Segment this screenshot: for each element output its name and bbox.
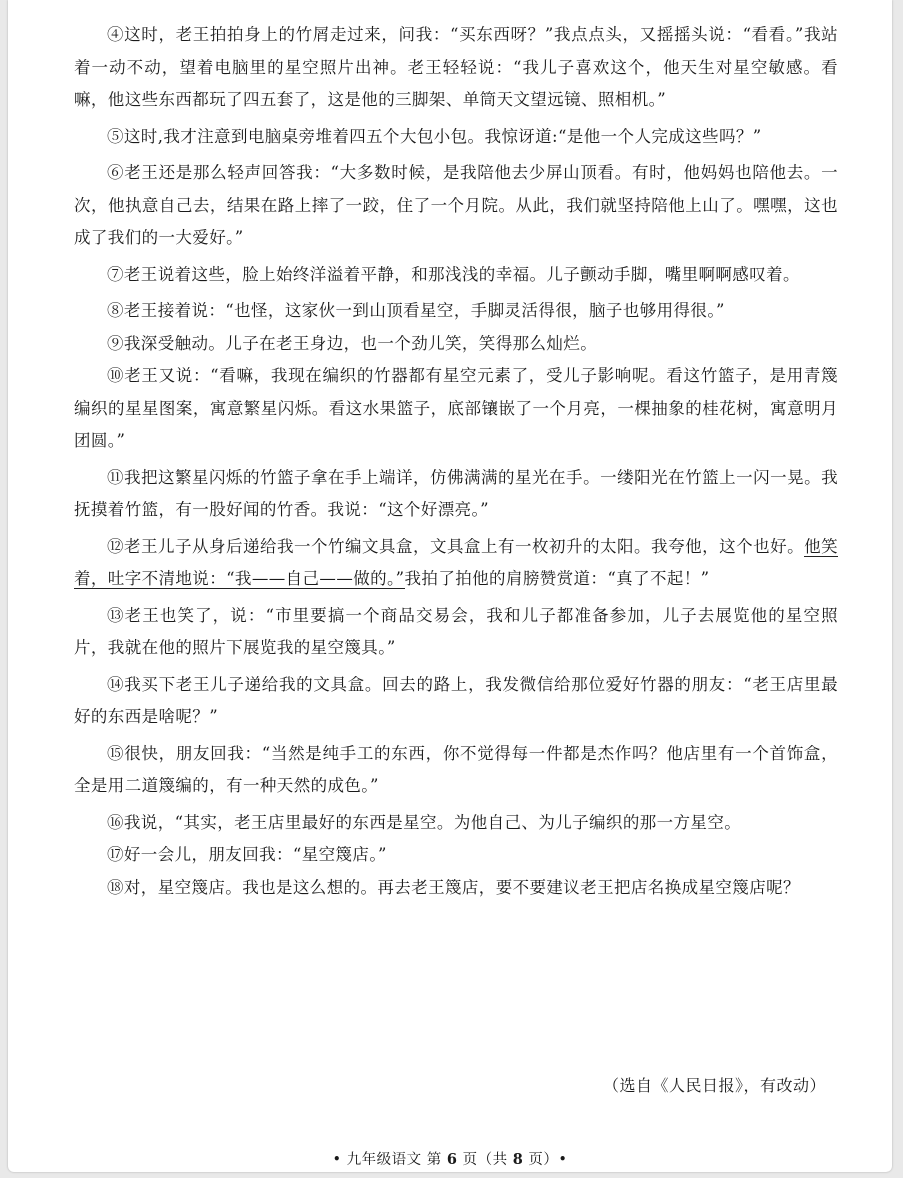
paragraph-15: ⑮很快，朋友回我：“当然是纯手工的东西，你不觉得每一件都是杰作吗？他店里有一个首饰盒，全是用二道篾编的，有一种天然的成色。” — [74, 743, 838, 795]
paragraph-14: ⑭我买下老王儿子递给我的文具盒。回去的路上，我发微信给那位爱好竹器的朋友：“老王店里最好的东西是啥呢？” — [74, 674, 838, 726]
footer-total-pages: 8 — [512, 1151, 524, 1168]
paragraph-10: ⑩老王又说：“看嘛，我现在编织的竹器都有星空元素了，受儿子影响呢。看这竹篮子，是用青篾编织的星星图案，寓意繁星闪烁。看这水果篮子，底部镶嵌了一个月亮，一棵抽象的桂花树，寓意明月团圆。” — [74, 366, 838, 450]
source-citation: （选自《人民日报》，有改动） — [602, 1076, 826, 1095]
exam-page — [8, 0, 892, 1172]
page-footer — [8, 1148, 892, 1169]
paragraph-7: ⑦老王说着这些，脸上始终洋溢着平静，和那浅浅的幸福。儿子颤动手脚，嘴里啊啊感叹着。 — [107, 264, 800, 284]
footer-subject: • 九年级语文 — [332, 1152, 422, 1168]
paragraph-12-after: 我拍了拍他的肩膀赞赏道：“真了不起！” — [404, 569, 710, 588]
underlined-sentence: 他笑着，吐字不清地说：“我——自己——做的。” — [74, 536, 838, 588]
footer-page-prefix: 第 — [426, 1152, 442, 1168]
paragraph-4: ④这时，老王拍拍身上的竹屑走过来，问我：“买东西呀？”我点点头，又摇摇头说：“看看。”我站着一动不动，望着电脑里的星空照片出神。老王轻轻说：“我儿子喜欢这个，他天生对星空敏感。看嘛，他这些东西都玩了四五套了，这是他的三脚架、单筒天文望远镜、照相机。” — [74, 25, 838, 109]
paragraph-9: ⑨我深受触动。儿子在老王身边，也一个劲儿笑，笑得那么灿烂。 — [107, 333, 598, 353]
paragraph-8: ⑧老王接着说：“也怪，这家伙一到山顶看星空，手脚灵活得很，脑子也够用得很。” — [107, 301, 725, 320]
footer-page-mid: 页（共 — [462, 1152, 508, 1168]
paragraph-18: ⑱对，星空篾店。我也是这么想的。再去老王篾店，要不要建议老王把店名换成星空篾店呢？ — [107, 877, 800, 897]
paragraph-12 — [74, 531, 838, 596]
paragraph-12-before: ⑫老王儿子从身后递给我一个竹编文具盒，文具盒上有一枚初升的太阳。我夸他，这个也好。 — [107, 536, 805, 556]
paragraph-5: ⑤这时,我才注意到电脑桌旁堆着四五个大包小包。我惊讶道:“是他一个人完成这些吗？” — [107, 126, 762, 146]
footer-page-number: 6 — [446, 1151, 458, 1168]
paragraph-13: ⑬老王也笑了，说：“市里要搞一个商品交易会，我和儿子都准备参加，儿子去展览他的星空照片，我就在他的照片下展览我的星空篾具。” — [74, 605, 838, 657]
footer-page-suffix: 页）• — [528, 1152, 568, 1168]
paragraph-6: ⑥老王还是那么轻声回答我：“大多数时候，是我陪他去少屏山顶看。有时，他妈妈也陪他去。一次，他执意自己去，结果在路上摔了一跤，住了一个月院。从此，我们就坚持陪他上山了。嘿嘿，这也成了我们的一大爱好。” — [74, 163, 838, 247]
paragraph-16: ⑯我说，“其实，老王店里最好的东西是星空。为他自己、为儿子编织的那一方星空。 — [107, 812, 742, 832]
paragraph-11: ⑪我把这繁星闪烁的竹篮子拿在手上端详，仿佛满满的星光在手。一缕阳光在竹篮上一闪一晃。我抚摸着竹篮，有一股好闻的竹香。我说：“这个好漂亮。” — [74, 467, 838, 519]
paragraph-17: ⑰好一会儿，朋友回我：“星空篾店。” — [107, 845, 387, 864]
article-body — [74, 19, 838, 904]
